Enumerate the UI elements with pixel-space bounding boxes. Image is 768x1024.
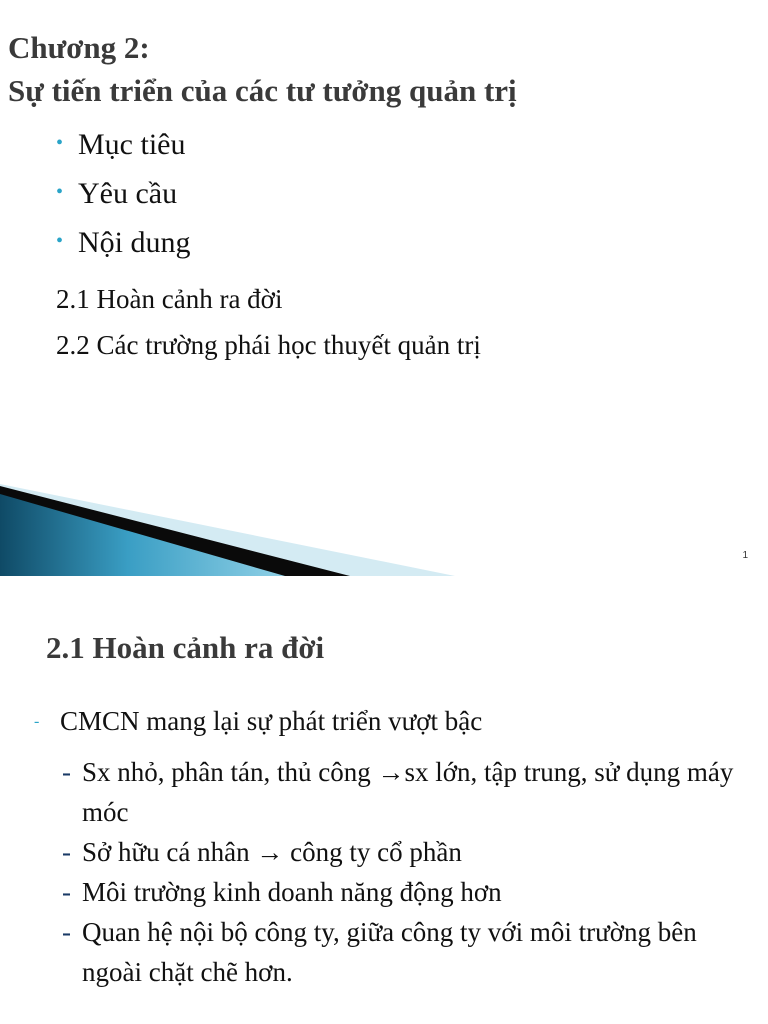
list-item: [56, 226, 191, 275]
title-line-2: Sự tiến triển của các tư tưởng quản trị: [8, 73, 517, 109]
decorative-wedge: [0, 476, 768, 576]
bullet-text: Mục tiêu: [78, 128, 186, 161]
page-number: 1: [742, 550, 748, 561]
item-text: Quan hệ nội bộ công ty, giữa công ty với môi trường bên ngoài chặt chẽ hơn.: [82, 917, 697, 987]
dash-icon: -: [62, 877, 71, 907]
slide-title: 2.1 Hoàn cảnh ra đời: [46, 630, 325, 665]
bullet-text: Nội dung: [78, 226, 191, 259]
slide-title: [8, 30, 517, 108]
lead-text: CMCN mang lại sự phát triển vượt bậc: [60, 706, 483, 736]
bullet-list: [56, 128, 191, 275]
item-text: Sx nhỏ, phân tán, thủ công →sx lớn, tập trung, sử dụng máy móc: [82, 757, 734, 827]
item-text: Sở hữu cá nhân → công ty cổ phần: [82, 837, 462, 867]
bullet-icon: •: [56, 181, 64, 203]
title-line-1: Chương 2:: [8, 30, 150, 65]
sub-item-2-2: 2.2 Các trường phái học thuyết quản trị: [56, 330, 481, 360]
slide-2: [0, 576, 768, 1024]
detail-list: [62, 752, 742, 992]
lead-point: [34, 706, 482, 737]
list-item: [62, 752, 742, 832]
dash-icon: -: [62, 837, 71, 867]
list-item: [62, 872, 742, 912]
list-item: [56, 177, 191, 226]
dash-icon: -: [62, 917, 71, 947]
list-item: [62, 912, 742, 992]
list-item: [56, 128, 191, 177]
bullet-text: Yêu cầu: [78, 177, 178, 210]
dash-icon: -: [62, 757, 71, 787]
bullet-icon: •: [56, 132, 64, 154]
list-item: [62, 832, 742, 872]
dash-icon: -: [34, 713, 40, 730]
item-text: Môi trường kinh doanh năng động hơn: [82, 877, 502, 907]
bullet-icon: •: [56, 230, 64, 252]
sub-item-2-1: 2.1 Hoàn cảnh ra đời: [56, 284, 283, 314]
